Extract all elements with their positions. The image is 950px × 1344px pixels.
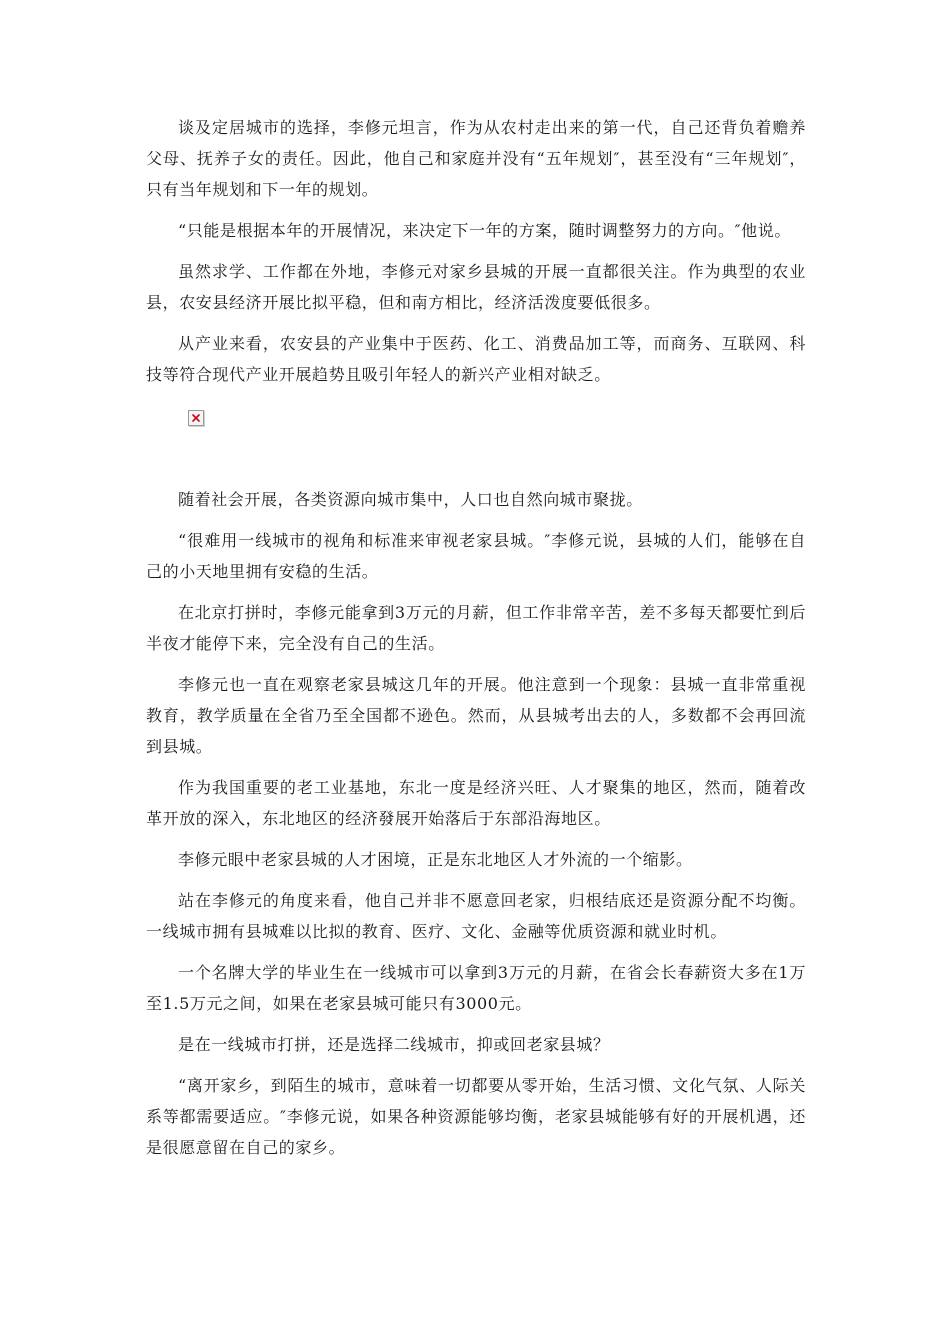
paragraph: 李修元也一直在观察老家县城这几年的开展。他注意到一个现象：县城一直非常重视教育，教学质量在全省乃至全国都不逊色。然而，从县城考出去的人，多数都不会再回流到县城。 — [146, 675, 806, 756]
article-body — [146, 112, 806, 1173]
paragraph: 随着社会开展，各类资源向城市集中，人口也自然向城市聚拢。 — [178, 490, 643, 509]
paragraph: “只能是根据本年的开展情况，来决定下一年的方案，随时调整努力的方向。″他说。 — [178, 221, 791, 240]
paragraph: 谈及定居城市的选择，李修元坦言，作为从农村走出来的第一代，自己还背负着赡养父母、抚养子女的责任。因此，他自己和家庭并没有“五年规划″，甚至没有“三年规划″，只有当年规划和下一年的规划。 — [146, 118, 806, 199]
paragraph: 是在一线城市打拼，还是选择二线城市，抑或回老家县城？ — [178, 1035, 610, 1054]
paragraph: 作为我国重要的老工业基地，东北一度是经济兴旺、人才聚集的地区，然而，随着改革开放的深入，东北地区的经济發展开始落后于东部沿海地区。 — [146, 778, 806, 828]
paragraph: 在北京打拼时，李修元能拿到3万元的月薪，但工作非常辛苦，差不多每天都要忙到后半夜才能停下来，完全没有自己的生活。 — [146, 603, 806, 653]
image-placeholder — [146, 400, 806, 484]
paragraph: “很难用一线城市的视角和标准来审视老家县城。″李修元说，县城的人们，能够在自己的小天地里拥有安稳的生活。 — [146, 531, 806, 581]
broken-image-icon — [188, 410, 204, 426]
paragraph: 李修元眼中老家县城的人才困境，正是东北地区人才外流的一个缩影。 — [178, 850, 693, 869]
paragraph: 虽然求学、工作都在外地，李修元对家乡县城的开展一直都很关注。作为典型的农业县，农安县经济开展比拟平稳，但和南方相比，经济活泼度要低很多。 — [146, 262, 806, 312]
paragraph: 站在李修元的角度来看，他自己并非不愿意回老家，归根结底还是资源分配不均衡。一线城市拥有县城难以比拟的教育、医疗、文化、金融等优质资源和就业时机。 — [146, 891, 806, 941]
paragraph: 一个名牌大学的毕业生在一线城市可以拿到3万元的月薪，在省会长春薪资大多在1万至1.5万元之间，如果在老家县城可能只有3000元。 — [146, 963, 806, 1013]
paragraph: “离开家乡，到陌生的城市，意味着一切都要从零开始，生活习惯、文化气氛、人际关系等都需要适应。″李修元说，如果各种资源能够均衡，老家县城能够有好的开展机遇，还是很愿意留在自己的家乡。 — [146, 1076, 806, 1157]
paragraph: 从产业来看，农安县的产业集中于医药、化工、消费品加工等，而商务、互联网、科技等符合现代产业开展趋势且吸引年轻人的新兴产业相对缺乏。 — [146, 334, 806, 384]
